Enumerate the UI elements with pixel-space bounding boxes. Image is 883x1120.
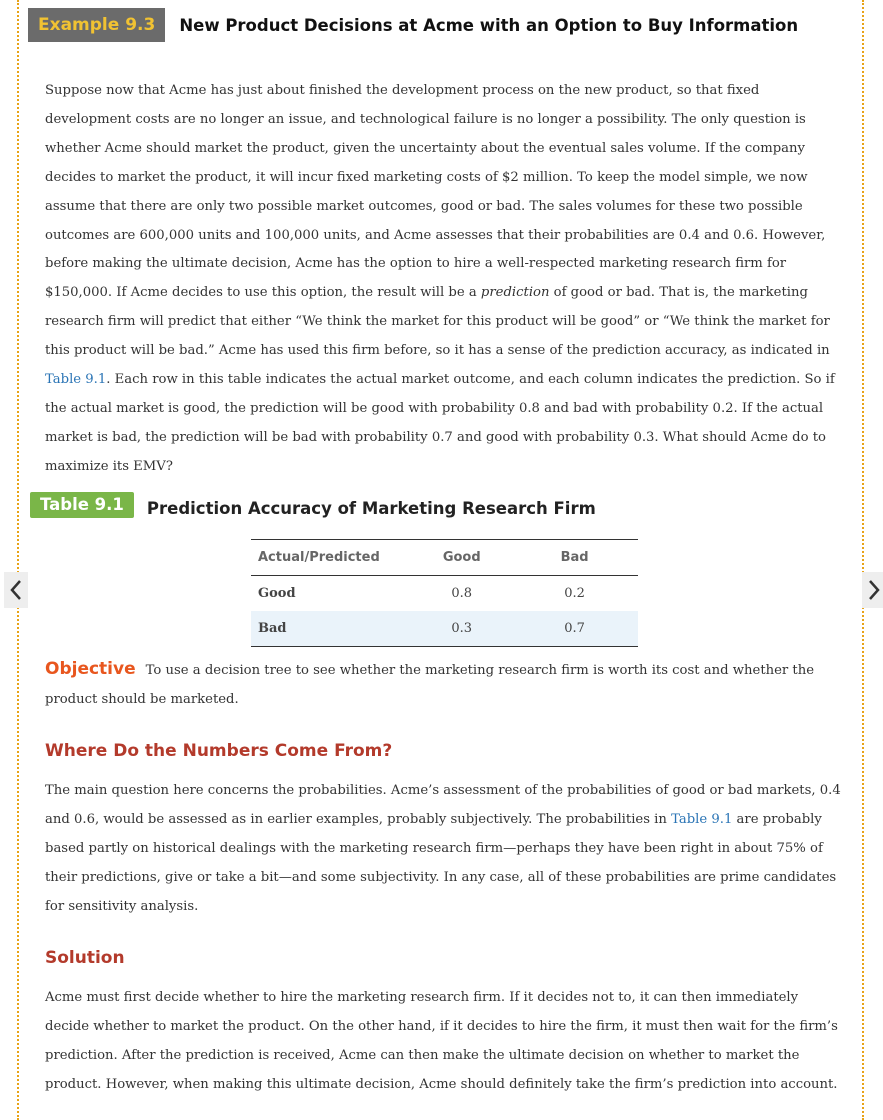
chevron-left-icon [9,578,23,602]
table-title: Prediction Accuracy of Marketing Research Firm [146,498,596,518]
table-9-1-link[interactable]: Table 9.1 [671,811,733,827]
intro-italic: prediction [480,285,550,301]
header-actual-predicted: Actual/Predicted [251,540,412,576]
table-cell: 0.8 [451,586,473,601]
row-label: Bad [251,611,412,647]
table-cell: 0.3 [412,611,511,647]
left-dotted-border [17,0,19,1120]
numbers-heading: Where Do the Numbers Come From? [45,741,393,761]
table-cell: 0.2 [564,586,585,601]
previous-page-button[interactable] [4,572,28,608]
numbers-text-2: are probably based partly on historical dealings with the marketing research firm—perhaps they have been right in about 75% of their predictions, give or take a bit—and some subjectivity. In any case, all of these probabilities are prime candidates for sensitivity analysis. [45,811,837,914]
numbers-text-1: The main question here concerns the probabilities. Acme’s assessment of the probabilities of good or bad markets, 0.4 and 0.6, would be assessed as in earlier examples, probably subjectively. The probabilities in [45,783,841,827]
table-cell: 0.7 [511,611,638,647]
header-bad: Bad [511,540,638,576]
objective-paragraph [45,655,845,715]
intro-text-2: of good or bad. That is, the marketing research firm will predict that either “We think the market for this product will be good” or “We think the market for this product will be bad.” Acme has used this firm before, so it has a sense of the prediction accuracy, as indicated in [45,285,830,359]
intro-text-3: . Each row in this table indicates the actual market outcome, and each column indicates the prediction. So if the actual market is good, the prediction will be good with probability 0.8 and bad with probability 0.2. If the actual market is bad, the prediction will be bad with probability 0.7 and good with probability 0.3. What should Acme do to maximize its EMV? [45,372,835,474]
objective-text: To use a decision tree to see whether the marketing research firm is worth its cost and whether the product should be marketed. [45,663,815,707]
next-page-button[interactable] [862,572,883,608]
example-title: New Product Decisions at Acme with an Option to Buy Information [179,15,799,35]
solution-paragraph: Acme must first decide whether to hire the marketing research firm. If it decides not to, it can then immediately decide whether to market the product. On the other hand, if it decides to hire the firm, it must then wait for the firm’s prediction. After the prediction is received, Acme can then make the ultimate decision on whether to market the product. However, when making this ultimate decision, Acme should definitely take the firm’s prediction into account. [45,990,838,1092]
table-row [251,611,638,647]
header-good: Good [412,540,511,576]
numbers-paragraph [45,777,845,922]
table-header-row [251,540,638,576]
example-header [28,8,798,42]
chevron-right-icon [867,578,881,602]
objective-label: Objective [45,659,136,679]
table-row [251,576,638,612]
solution-heading: Solution [45,948,125,968]
intro-paragraph [45,77,845,482]
row-label: Good [258,586,296,601]
table-9-1-link[interactable]: Table 9.1 [45,372,107,388]
intro-text-1: Suppose now that Acme has just about finished the development process on the new product, so that fixed development costs are no longer an issue, and technological failure is no longer a possibility. The only question is whether Acme should market the product, given the uncertainty about the eventual sales volume. If the company decides to market the product, it will incur fixed marketing costs of $2 million. To keep the model simple, we now assume that there are only two possible market outcomes, good or bad. The sales volumes for these two possible outcomes are 600,000 units and 100,000 units, and Acme assesses that their probabilities are 0.4 and 0.6. However, before making the ultimate decision, Acme has the option to hire a well-respected marketing research firm for $150,000. If Acme decides to use this option, the result will be a [45,83,826,301]
example-badge: Example 9.3 [28,8,165,42]
table-header [30,491,596,519]
right-dotted-border [862,0,864,1120]
table-badge: Table 9.1 [30,492,134,518]
prediction-accuracy-table [251,539,638,647]
